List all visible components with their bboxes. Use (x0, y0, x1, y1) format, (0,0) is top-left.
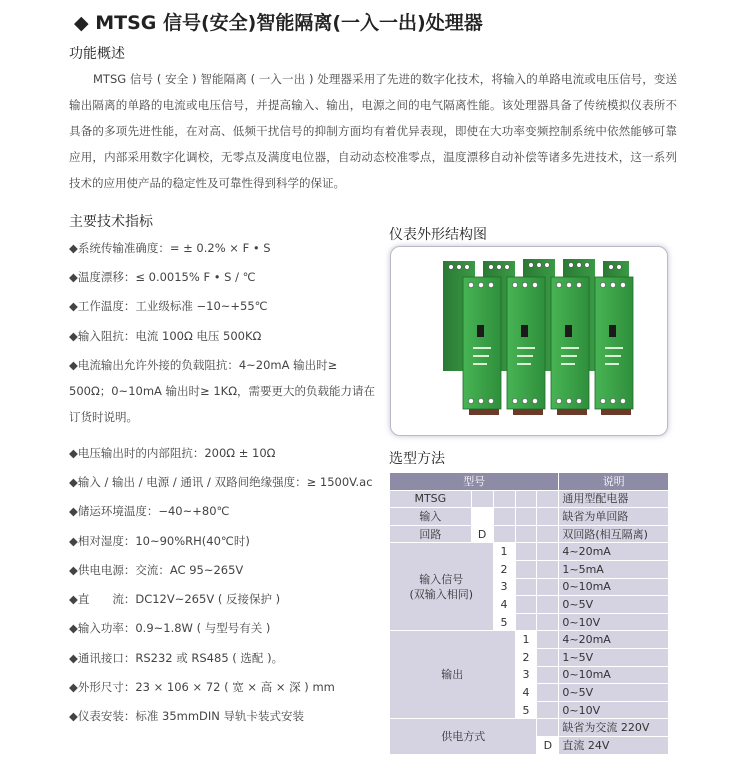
input-code: 1 (493, 543, 515, 561)
loop-code: D (471, 525, 493, 543)
product-photo (390, 246, 668, 436)
spec-item: ◆外形尺寸：23 × 106 × 72 ( 宽 × 高 × 深 ) mm (69, 680, 335, 694)
spec-item: ◆输入功率：0.9~1.8W ( 与型号有关 ) (69, 621, 271, 635)
model-desc: 通用型配电器 (559, 490, 669, 508)
selection-table (389, 472, 669, 755)
overview-heading: 功能概述 (69, 46, 125, 62)
input-desc-row: 1~5mA (559, 560, 669, 578)
power-label: 供电方式 (390, 719, 537, 754)
input-desc-row: 0~10V (559, 613, 669, 631)
power-dc: 直流 24V (559, 736, 669, 754)
spec-item: ◆输入 / 输出 / 电源 / 通讯 / 双路间绝缘强度：≥ 1500V.ac (69, 475, 373, 489)
output-code: 2 (515, 648, 537, 666)
din-rail-modules-illustration (391, 247, 667, 435)
spec-item: ◆温度漂移：≤ 0.0015% F • S / ℃ (69, 270, 256, 284)
overview-text: MTSG 信号 ( 安全 ) 智能隔离 ( 一入一出 ) 处理器采用了先进的数字化技术，将输入的单路电流或电压信号，变送输出隔离的单路的电流或电压信号，并提高输入、输出，电源之间的电气隔离性能。该处理器具备了传统模拟仪表所不具备的多项先进性能，在对高、低频干扰信号的抑制方面均有着优异表现，即使在大功率变频控制系统中依然能够可靠应用，内部采用数字化调校，无零点及满度电位器，自动动态校准零点，温度漂移自动补偿等诸多先进技术，这一系列技术的应用使产品的稳定性及可靠性得到科学的保证。 (69, 72, 677, 190)
output-desc: 0~10V (559, 701, 669, 719)
input-code: 5 (493, 613, 515, 631)
model-cell: MTSG (390, 490, 472, 508)
output-desc: 4~20mA (559, 631, 669, 649)
spec-item: ◆工作温度：工业级标准 −10~+55℃ (69, 299, 268, 313)
output-desc: 0~5V (559, 684, 669, 702)
output-desc: 0~10mA (559, 666, 669, 684)
spec-item: ◆通讯接口：RS232 或 RS485 ( 选配 )。 (69, 651, 284, 665)
power-default: 缺省为交流 220V (559, 719, 669, 737)
spec-item: ◆直 流：DC12V~265V ( 反接保护 ) (69, 592, 281, 606)
spec-item: ◆储运环境温度：−40~+80℃ (69, 504, 230, 518)
power-code: D (537, 736, 559, 754)
input-label: 输入 (390, 508, 472, 526)
input-desc-row: 0~10mA (559, 578, 669, 596)
selection-heading: 选型方法 (389, 451, 445, 467)
output-code: 4 (515, 684, 537, 702)
page-title: ◆ MTSG 信号(安全)智能隔离(一入一出)处理器 (74, 12, 483, 34)
col-model-header: 型号 (390, 473, 559, 491)
input-desc-row: 4~20mA (559, 543, 669, 561)
input-signal-sub: (双输入相同) (409, 587, 474, 601)
input-desc: 缺省为单回路 (559, 508, 669, 526)
output-label: 输出 (390, 631, 516, 719)
spec-item: ◆电压输出时的内部阻抗：200Ω ± 10Ω (69, 446, 276, 460)
input-code: 4 (493, 596, 515, 614)
output-desc: 1~5V (559, 648, 669, 666)
spec-item: ◆供电电源：交流：AC 95~265V (69, 563, 244, 577)
loop-label: 回路 (390, 525, 472, 543)
input-code: 3 (493, 578, 515, 596)
input-signal-title: 输入信号 (419, 572, 464, 586)
spec-item: ◆电流输出允许外接的负载阻抗：4~20mA 输出时≥ 500Ω；0~10mA 输出时≥ 1KΩ，需要更大的负载能力请在订货时说明。 (69, 358, 375, 424)
specs-heading: 主要技术指标 (69, 214, 153, 230)
col-desc-header: 说明 (559, 473, 669, 491)
output-code: 1 (515, 631, 537, 649)
input-signal-label (390, 543, 494, 631)
spec-item: ◆输入阻抗：电流 100Ω 电压 500KΩ (69, 329, 262, 343)
input-code: 2 (493, 560, 515, 578)
spec-item: ◆相对湿度：10~90%RH(40℃时) (69, 534, 250, 548)
spec-item: ◆仪表安装：标准 35mmDIN 导轨卡装式安装 (69, 709, 305, 723)
output-code: 3 (515, 666, 537, 684)
figure-heading: 仪表外形结构图 (389, 227, 487, 243)
loop-desc: 双回路(相互隔离) (559, 525, 669, 543)
spec-item: ◆系统传输准确度：= ± 0.2% × F • S (69, 241, 271, 255)
input-desc-row: 0~5V (559, 596, 669, 614)
output-code: 5 (515, 701, 537, 719)
